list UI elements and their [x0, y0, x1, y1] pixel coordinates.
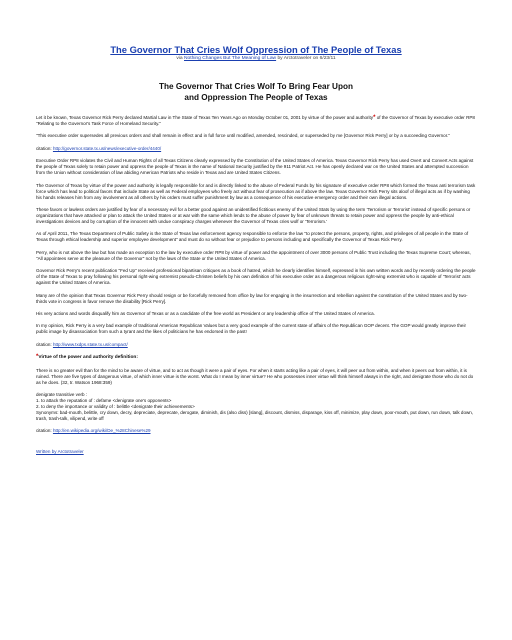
- via-by: by: [277, 56, 283, 61]
- paragraph-11: In my opinion, Rick Perry is a very bad example of traditional American Republican Values but a very good example of the current state of affairs of the Republican GOP decent. The GOP would greatly improve their public image by disassociation from such a tyrant and the likes of politicians he has endorsed in the past!: [36, 323, 466, 335]
- paragraph-9: Many are of the opinion that Texas Governor Rick Perry should resign or be forcefully removed from office by law for engaging in the insurrection and rebellion against the constitution of the United States and by two-thirds vote in congress in favor remove the disability [Rick Perry].: [36, 292, 468, 304]
- via-on: on: [312, 56, 319, 61]
- via-prefix: via: [176, 56, 183, 61]
- paragraph-4: The Governor of Texas by virtue of the power and authority is legally responsible for and is directly linked to the abuse of Federal Funds by his signature of executive order RP8 which formed the Texas anti terrorism task force which has lead to political favors that include State as well as Federal employees who freely act without fear of prosecution as if above the law. Texas Governor Rick Perry sits aloof of illegal acts as if by washing his hands releases him from any involvement as all others by his orders must suffer punishment by law as a consequence of his executive emergency order and their own illegal actions.: [36, 182, 476, 200]
- p1-text-a: Let it be known, Texas Governor Rick Perry declared Martial Law in The State of Texas Ten Years Ago on Monday October 01, 2001 by virtue of the power and authority: [36, 115, 374, 120]
- definition-synonyms: Synonyms: bad-mouth, belittle, cry down, decry, depreciate, deprecate, derogate, diminish, dis (also diss) [slang], discount, dismiss, disparage, kiss off, minimize, play down, poor-mouth, put down, run down, talk down, trash, trash-talk, vilipend, write off: [36, 409, 474, 421]
- definition-line-1: denigrate transitive verb :: [36, 392, 88, 398]
- citation-link-governor[interactable]: http://governor.state.tx.us/news/executive-order/4440/: [52, 145, 162, 151]
- citation-label: citation:: [36, 341, 52, 347]
- virtue-heading: [36, 354, 476, 361]
- citation-1: [36, 146, 476, 152]
- via-author: Arctotraveler: [283, 56, 312, 61]
- p1-text-b: of the Governor of Texas by executive order RP8 "Relating to the Governor's Task Force of Homeland Security.": [36, 115, 475, 126]
- paragraph-1: [36, 115, 476, 127]
- via-line: [36, 56, 476, 62]
- post-title-link[interactable]: The Governor That Cries Wolf Oppression of The People of Texas: [110, 44, 402, 55]
- definition-line-3: 2. to deny the importance or validity of : belittle <denigrate their achievements>: [36, 404, 195, 409]
- definition-line-2: 1. to attack the reputation of : defame <denigrate one's opponents>: [36, 398, 172, 404]
- citation-2: [36, 342, 476, 348]
- paragraph-2-quote: "This executive order supersedes all previous orders and shall remain in effect and in full force until modified, amended, rescinded, or superseded by me [Governor Rick Perry] or by a succeeding Governor.": [36, 133, 450, 139]
- paragraph-12: There is no greater evil than for the mind to be aware of virtue, and to act as though it were a pair of eyes. For when it starts acting like a pair of eyes, it will peer out from within, and when it peers out from within, it is ruined. There are five types of dangerous virtue, of which inner virtue is the worst. What do I mean by inner virtue? He who possesses inner virtue will think himself always in the right, and denigrate those who do not do as he does. (32, tr. Watson 1968:359): [36, 367, 474, 385]
- footnote-star: *: [373, 115, 376, 121]
- paragraph-10: His very actions and words disqualify him as Governor of Texas or as a candidate of the free world as President or any leadership office of The United States of America.: [36, 310, 375, 316]
- citation-label: citation:: [36, 427, 52, 433]
- citation-link-dps[interactable]: http://www.txdps.state.tx.us/compact/: [52, 341, 128, 347]
- headline-line-2: and Oppression The People of Texas: [184, 92, 328, 102]
- footnote-star: *: [36, 354, 39, 361]
- written-by-link[interactable]: Written by Arctotraveler: [36, 449, 84, 455]
- paragraph-8: Governor Rick Perry's recent publication "Fed Up" received professional bipartisan critiques as a book of hatred, which he clearly identifies himself, expressed in his own written words and by recently ordering the people of the State of Texas to pray following his personal right-wing extremist pseudo-Christen beliefs by his own definition of his executive order as a dangerous religious right-wing extremist who is capable of 'Terrorist' acts against the United States of America.: [36, 268, 476, 286]
- paragraph-7: Perry, who is not above the law but has made an exception to the law by executive order RP8 by virtue of power and the appointment of over 3000 persons of Public Trust including the Texas Supreme Court; whereas, "All appointees serve at the pleasure of the Governor" not by the laws of the State or the United States of America.: [36, 249, 471, 261]
- article-headline: [36, 82, 476, 103]
- article-content: [36, 44, 476, 458]
- definition-block: [36, 392, 476, 422]
- paragraph-5: These favors or lawless orders are justified by fear of a necessary evil for a better good against an unidentified fictitious enemy of the United Stats by using the term 'Terrorism or Terrorist' instead of specific persons or organizations that have attacked or plan to attack the United States or at war with the same which lends to the abuse of power by fear of unknown threats to retain power and oppress the people by anti-ethical investigations devices and by corruption of the innocent with undue conspiracy charges whenever the Governor of Texas cries wolf or 'Terrorism.': [36, 207, 471, 224]
- paragraph-3: Executive Order RP8 violates the Civil and Human Rights of all Texas Citizens clearly expressed by the Constitution of the United States of America. Texas Governor Rick Perry has used Overt and Convert Acts against the people of Texas solely to retain power and oppress the people of Texas in the name of National Security justified by the 911 Patriot Act. He has openly declared war on the United States and attempted succession from the Union without consideration of law abiding American Patriots who reside in Texas and are United States Citizens.: [36, 158, 474, 176]
- citation-link-wikipedia[interactable]: http://en.wikipedia.org/wiki/De_%28Chinese%29: [52, 427, 151, 433]
- paragraph-6: As of April 2011, The Texas Department of Public Safety is the State of Texas law enforcement agency responsible to enforce the law "to protect the persons, property, rights, and privileges of all people in the State of Texas through ethical leadership and superior employee development" and must do so without fear or prejudice to persons including and specifically the Governor of Texas Rick Perry.: [36, 231, 469, 243]
- virtue-heading-text: Virtue of the power and authority definition:: [38, 355, 138, 361]
- citation-3: [36, 428, 476, 434]
- source-blog-link[interactable]: Nothing Changes But The Meaning of Law: [184, 56, 277, 61]
- headline-line-1: The Governor That Cries Wolf To Bring Fear Upon: [159, 82, 353, 91]
- via-date: 6/23/11: [319, 56, 336, 61]
- citation-label: citation:: [36, 145, 52, 151]
